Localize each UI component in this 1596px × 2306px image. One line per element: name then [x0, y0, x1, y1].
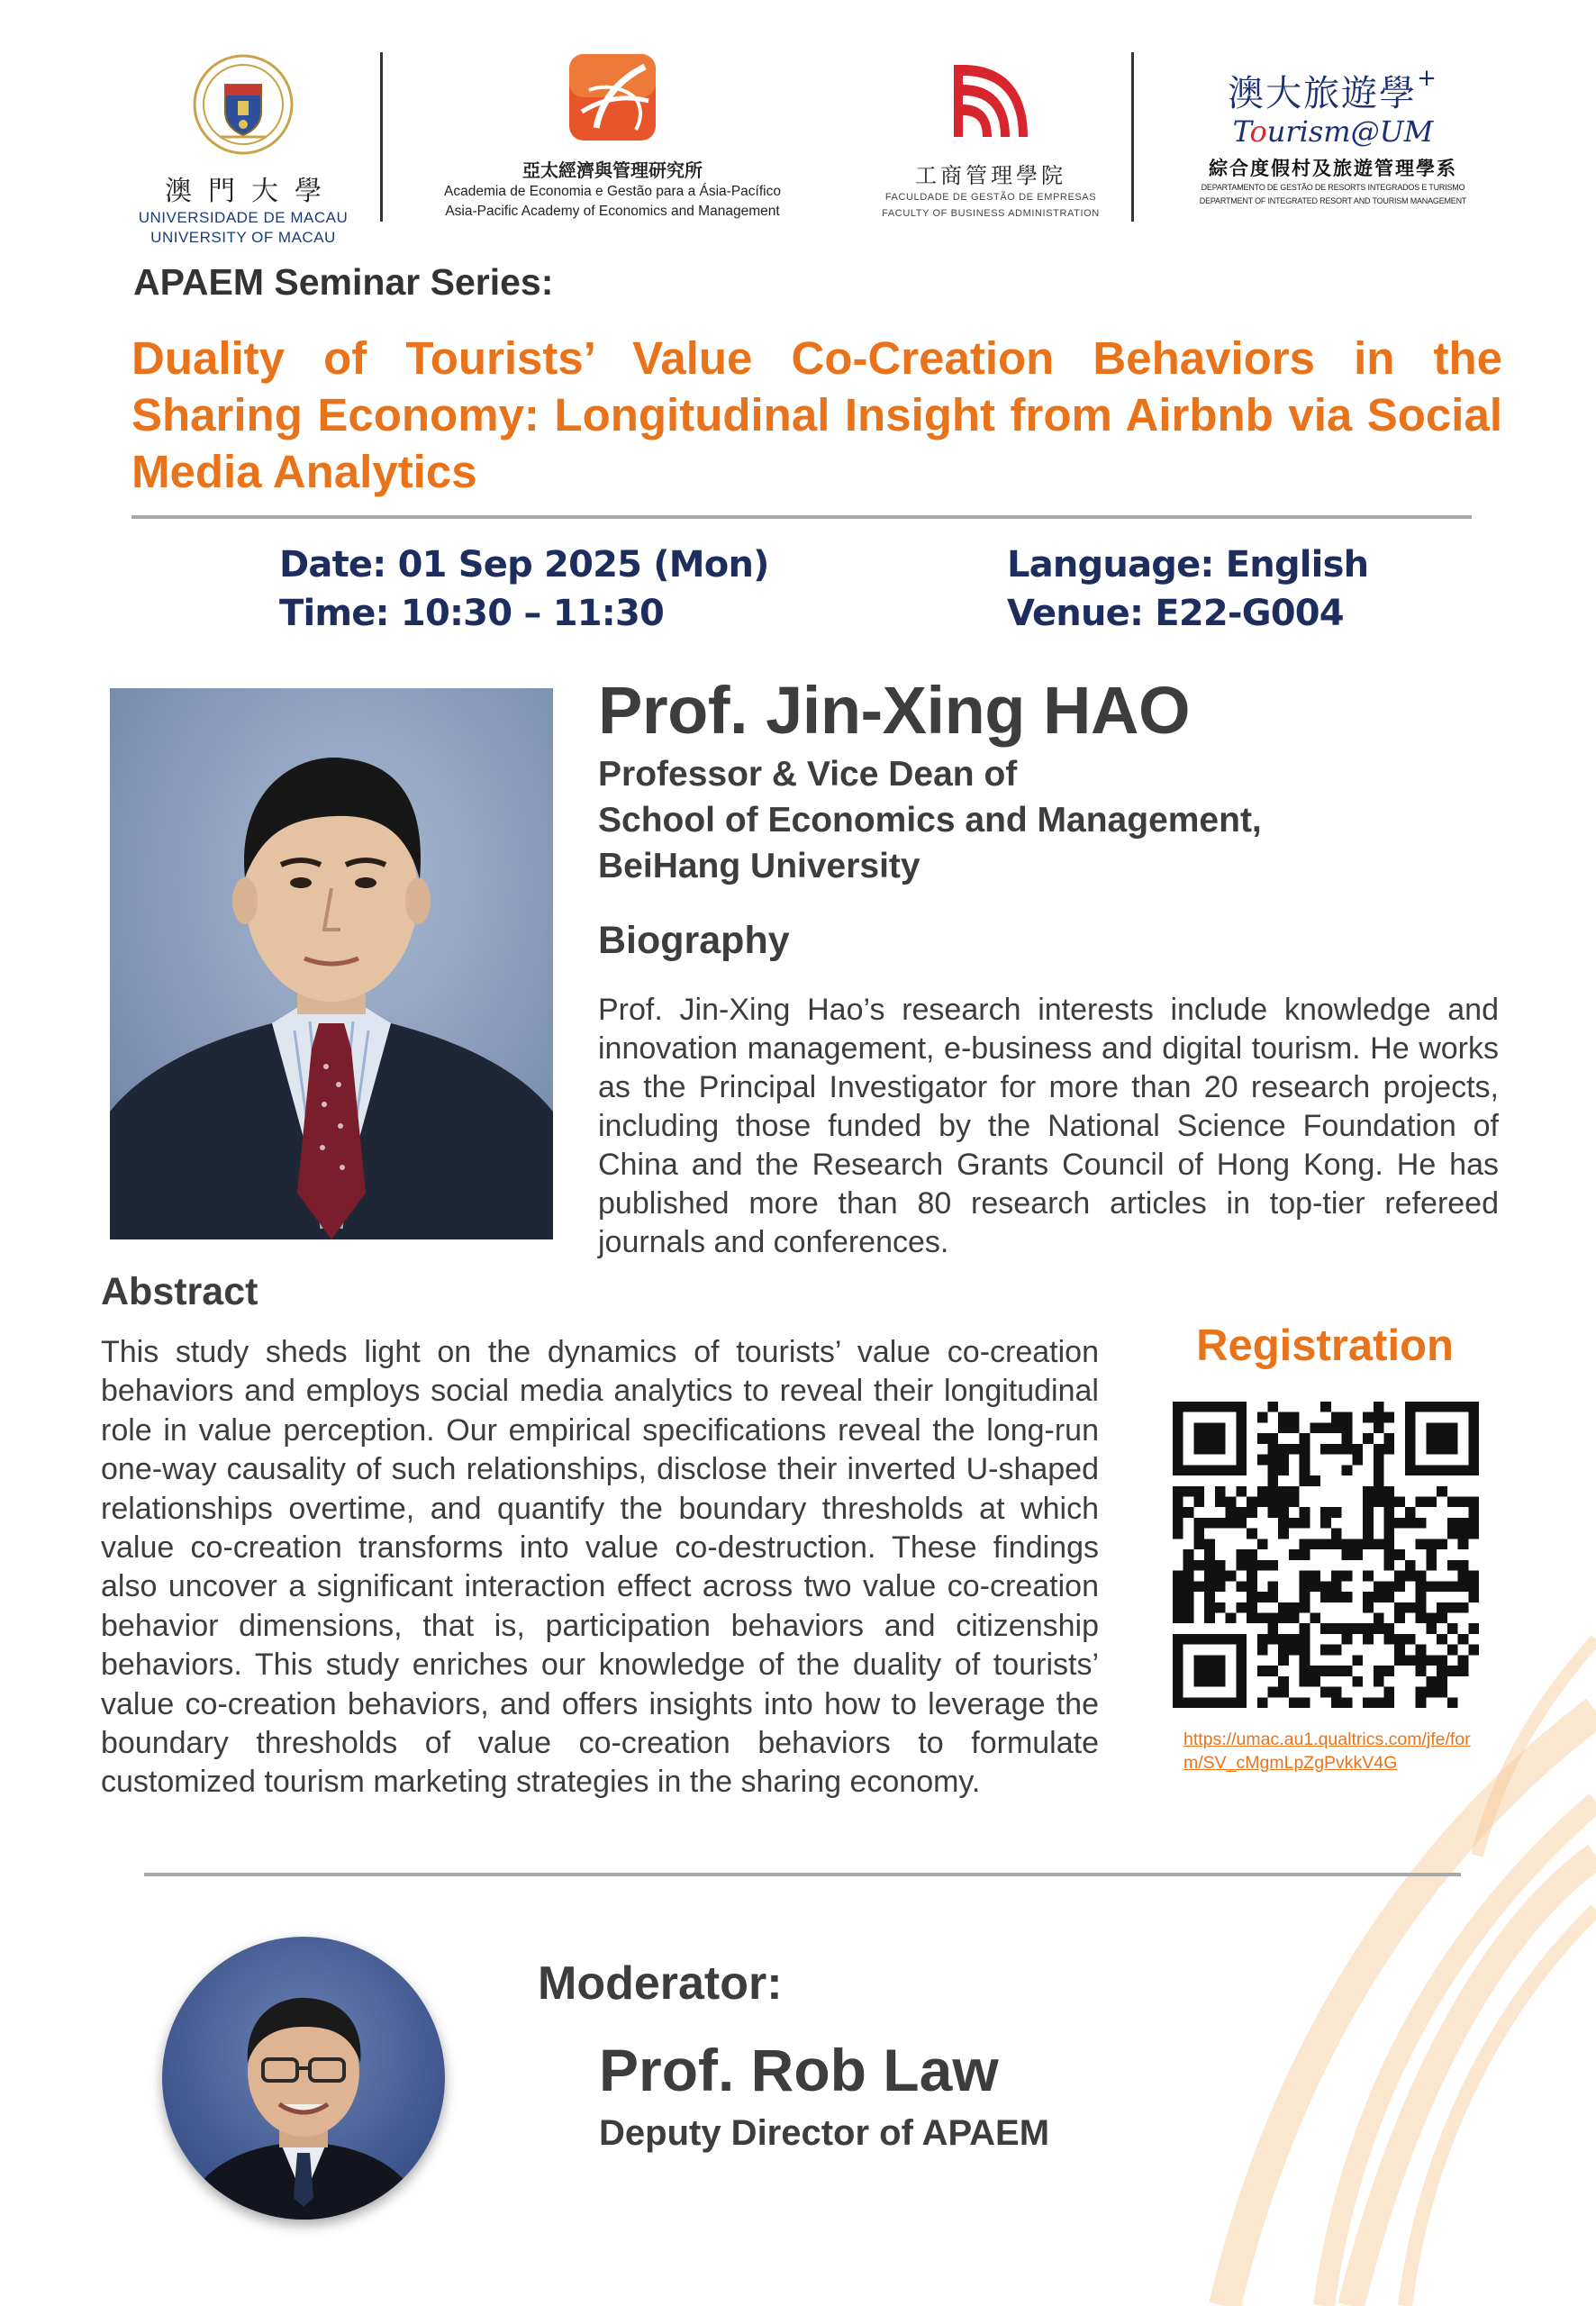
- moderator-label: Moderator:: [538, 1957, 783, 2010]
- moderator-role: Deputy Director of APAEM: [599, 2113, 1050, 2153]
- moderator-photo: [162, 1937, 445, 2220]
- logo-header: [0, 0, 1596, 246]
- apaem-name-cn: 亞太經濟與管理研究所: [522, 161, 703, 181]
- fba-logo: [869, 54, 1112, 222]
- fba-name-en: FACULTY OF BUSINESS ADMINISTRATION: [882, 208, 1100, 219]
- fba-mark-icon: [941, 54, 1040, 144]
- apaem-mark-icon: [569, 54, 656, 141]
- tourism-title-cn: [1162, 65, 1504, 116]
- tourism-plus: +: [1417, 65, 1438, 92]
- biography-text: Prof. Jin-Xing Hao’s research interests include knowledge and innovation management, e-business and digital tourism. He works as the Principal Investigator for more than 20 research projects, including those funded by the National Science Foundation of China and the Research Grants Council of Hong Kong. He has published more than 80 research articles in top-tier refereed journals and conferences.: [598, 993, 1499, 1259]
- speaker-title-line: Professor & Vice Dean of: [598, 755, 1018, 794]
- speaker-title: [598, 751, 1262, 889]
- speaker-name: Prof. Jin-Xing HAO: [598, 673, 1190, 748]
- abstract-heading: Abstract: [101, 1270, 258, 1313]
- seminar-series-label: APAEM Seminar Series:: [133, 261, 554, 303]
- speaker-title-line: School of Economics and Management,: [598, 801, 1262, 840]
- moderator-portrait-image: [162, 1937, 445, 2220]
- event-time: Time: 10:30 – 11:30: [279, 593, 665, 634]
- tourism-brand-rest: urism@UM: [1266, 114, 1434, 149]
- divider-line: [131, 515, 1472, 519]
- registration-link[interactable]: https://umac.au1.qualtrics.com/jfe/form/SV_cMgmLpZgPvkkV4G: [1183, 1730, 1471, 1773]
- um-name-pt: UNIVERSIDADE DE MACAU: [138, 209, 349, 226]
- apaem-logo: [410, 54, 815, 222]
- abstract-text: This study sheds light on the dynamics of tourists’ value co-creation behaviors and employs social media analytics to reveal their longitudinal role in value perception. Our empirical specifications reveal the long-run one-way causality of such relationships, disclose their inverted U-shaped relationships overtime, and quantify the boundary thresholds at which value co-creation transforms into value co-destruction. These findings also uncover a significant interaction effect across two value co-creation behavior dimensions, that is, participation behaviors and citizenship behaviors. This study enriches our knowledge of the duality of tourists’ value co-creation behaviors, and offers insights into how to leverage the boundary thresholds of value co-creation behaviors to formulate customized tourism marketing strategies in the sharing economy.: [101, 1335, 1099, 1800]
- um-name-cn: 澳門大學: [165, 176, 338, 207]
- event-info-right: [1007, 540, 1368, 638]
- divider-line: [144, 1873, 1461, 1876]
- fba-name-pt: FACULDADE DE GESTÃO DE EMPRESAS: [884, 192, 1097, 203]
- apaem-name-en: Asia-Pacific Academy of Economics and Management: [445, 204, 780, 219]
- moderator-name: Prof. Rob Law: [599, 2037, 999, 2103]
- logo-divider: [380, 52, 383, 222]
- tourism-brand-t: T: [1232, 114, 1250, 149]
- um-logo: [135, 54, 351, 248]
- speaker-title-line: BeiHang University: [598, 847, 920, 885]
- registration-heading: Registration: [1196, 1321, 1454, 1370]
- fba-name-cn: 工商管理學院: [915, 164, 1066, 188]
- speaker-portrait-image: [110, 688, 553, 1239]
- tourism-logo: [1162, 65, 1504, 208]
- logo-divider: [1131, 52, 1134, 222]
- event-language: Language: English: [1007, 544, 1369, 586]
- tourism-dept-en: DEPARTMENT OF INTEGRATED RESORT AND TOURISM MANAGEMENT: [1199, 196, 1467, 205]
- speaker-photo: [110, 688, 553, 1239]
- apaem-name-pt: Academia de Economia e Gestão para a Ásia-Pacífico: [444, 184, 781, 199]
- um-name-en: UNIVERSITY OF MACAU: [150, 229, 336, 246]
- registration-qr-code[interactable]: [1173, 1402, 1479, 1708]
- um-seal-icon: [193, 54, 294, 155]
- seminar-title: Duality of Tourists’ Value Co-Creation Behaviors in the Sharing Economy: Longitudinal Insight from Airbnb via Social Media Analytics: [131, 332, 1502, 497]
- tourism-dept-pt: DEPARTAMENTO DE GESTÃO DE RESORTS INTEGRADOS E TURISMO: [1201, 183, 1465, 192]
- event-info-left: [279, 540, 769, 638]
- biography-heading: Biography: [598, 919, 790, 962]
- tourism-brand-o: o: [1249, 114, 1267, 149]
- tourism-brand: [1162, 114, 1504, 149]
- event-venue: Venue: E22-G004: [1007, 593, 1344, 634]
- tourism-title-cn-text: 澳大旅遊學: [1228, 73, 1418, 114]
- event-date: Date: 01 Sep 2025 (Mon): [279, 544, 769, 586]
- tourism-dept-cn: 綜合度假村及旅遊管理學系: [1209, 159, 1457, 179]
